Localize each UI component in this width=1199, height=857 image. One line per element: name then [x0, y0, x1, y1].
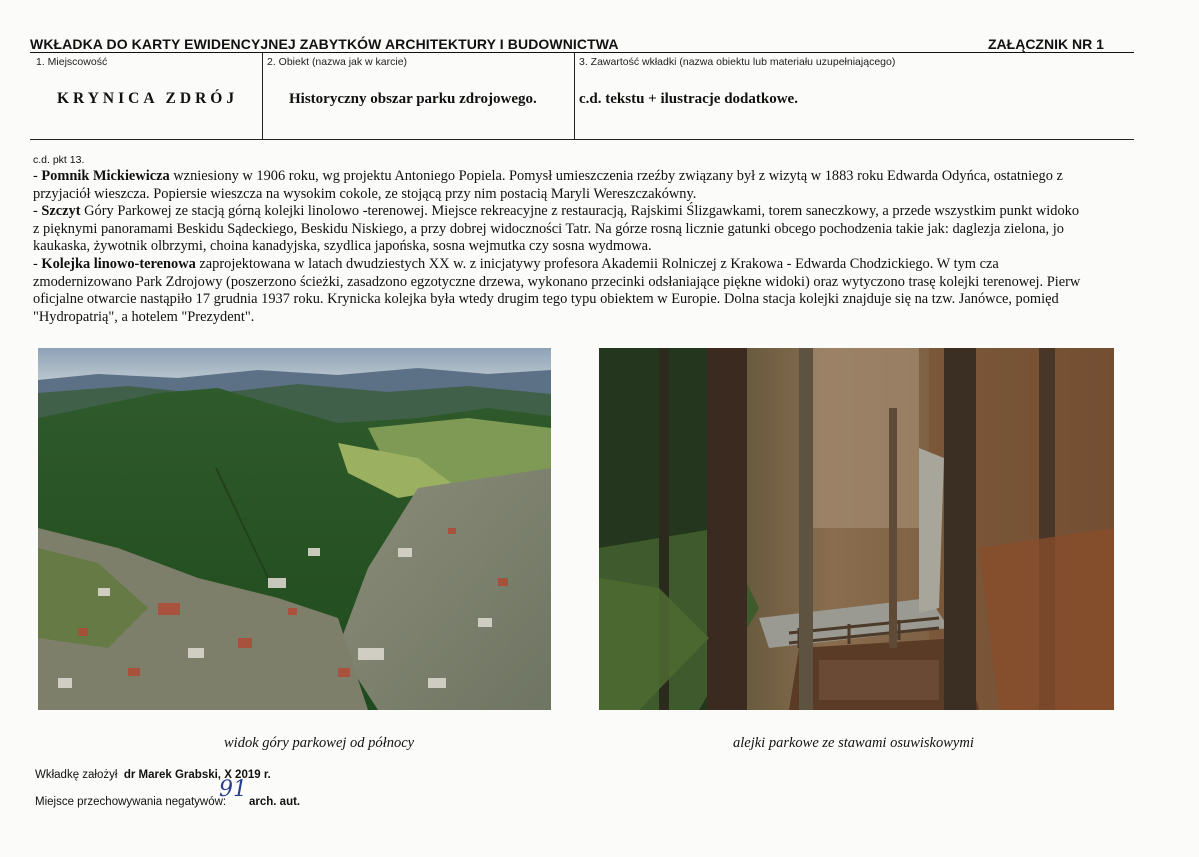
- paragraph-monument: - Pomnik Mickiewicza wzniesiony w 1906 roku, wg projektu Antoniego Popiela. Pomysł umieszczenia rzeźby związany był z wizytą w 1883 roku Edwarda Odyńca, ostatniego z: [33, 168, 1063, 184]
- field-table-bottom-rule: [30, 139, 1134, 140]
- paragraph-line: przyjaciół wieszcza. Popiersie wieszcza na wysokim cokole, ze stojącą przy nim postacią Maryli Wereszczakówny.: [33, 185, 697, 202]
- field-value-locality: KRYNICA ZDRÓJ: [57, 90, 239, 107]
- photo-caption-alleys: alejki parkowe ze stawami osuwiskowymi: [733, 735, 974, 751]
- paragraph-line: oficjalne otwarcie nastąpiło 17 grudnia 1937 roku. Krynicka kolejka była wtedy drugim tego typu obiektem w Europie. Dolna stacja kolejki znajduje się na tzw. Janówce, pomięd: [33, 291, 1059, 308]
- field-label-locality: 1. Miejscowość: [36, 56, 108, 68]
- paragraph-line: zaprojektowana w latach dwudziestych XX w. z inicjatywy profesora Akademii Rolniczej z Krakowa - Edwarda Chodzickiego. W tym cza: [195, 255, 999, 272]
- field-value-contents: c.d. tekstu + ilustracje dodatkowe.: [579, 91, 798, 107]
- paragraph-funicular: - Kolejka linowo-terenowa zaprojektowana w latach dwudziestych XX w. z inicjatywy profesora Akademii Rolniczej z Krakowa - Edwarda Chodzickiego. W tym cza: [33, 255, 999, 272]
- storage-value: arch. aut.: [249, 796, 301, 808]
- annex-label: ZAŁĄCZNIK NR 1: [988, 36, 1104, 52]
- field-divider-2: [574, 53, 575, 140]
- storage-line: [35, 796, 226, 808]
- paragraph-heading: Pomnik Mickiewicza: [41, 168, 170, 184]
- field-label-object: 2. Obiekt (nazwa jak w karcie): [267, 56, 408, 68]
- field-value-object: Historyczny obszar parku zdrojowego.: [289, 91, 537, 107]
- paragraph-heading: Kolejka linowo-terenowa: [41, 255, 196, 272]
- section-reference: c.d. pkt 13.: [33, 154, 85, 166]
- field-divider-1: [262, 53, 263, 140]
- author-label: Wkładkę założył: [35, 769, 118, 781]
- paragraph-line: wzniesiony w 1906 roku, wg projektu Antoniego Popiela. Pomysł umieszczenia rzeźby związany był z wizytą w 1883 roku Edwarda Odyńca, ostatniego z: [169, 168, 1063, 184]
- photo-caption-aerial: widok góry parkowej od północy: [224, 735, 415, 751]
- field-label-contents: 3. Zawartość wkładki (nazwa obiektu lub materiału uzupełniającego): [579, 56, 896, 68]
- photo-aerial-park-mountain: [38, 348, 551, 710]
- description-text: [33, 153, 1139, 326]
- handwritten-number: 91: [219, 777, 247, 802]
- paragraph-line: z pięknymi panoramami Beskidu Sądeckiego, Beskidu Niskiego, a przy dobrej widoczności Tatr. Na górze rosną licznie gatunki obcego pochodzenia takie jak: daglezja zielona, jo: [33, 220, 1064, 237]
- author-name: dr Marek Grabski, X 2019 r.: [123, 769, 271, 781]
- paragraph-line: zmodernizowano Park Zdrojowy (poszerzono ścieżki, zasadzono egzotyczne drzewa, wykonano przecinki odsłaniające piękne widoki) oraz wytyczono trasę kolejki terenowej. Pierw: [33, 273, 1081, 290]
- photo-park-alleys: [599, 348, 1114, 710]
- storage-label: Miejsce przechowywania negatywów:: [35, 796, 227, 808]
- paragraph-line: Góry Parkowej ze stacją górną kolejki linolowo -terenowej. Miejsce rekreacyjne z restauracją, Rajskimi Ślizgawkami, torem saneczkowy, a przede wszystkim punkt widoko: [80, 203, 1080, 220]
- storage-value-wrap: [249, 796, 300, 808]
- document-title: WKŁADKA DO KARTY EWIDENCYJNEJ ZABYTKÓW ARCHITEKTURY I BUDOWNICTWA: [30, 36, 619, 52]
- paragraph-line: "Hydropatrią", a hotelem "Prezydent".: [33, 308, 255, 325]
- header-top-rule: [30, 52, 1134, 53]
- paragraph-heading: Szczyt: [41, 203, 81, 220]
- paragraph-line: kaukaska, żywotnik olbrzymi, choina kanadyjska, szydlica japońska, sosna wejmutka czy sosna wydmowa.: [33, 238, 652, 255]
- paragraph-summit: - Szczyt Góry Parkowej ze stacją górną kolejki linolowo -terenowej. Miejsce rekreacyjne z restauracją, Rajskimi Ślizgawkami, torem saneczkowy, a przede wszystkim punkt widoko: [33, 203, 1080, 220]
